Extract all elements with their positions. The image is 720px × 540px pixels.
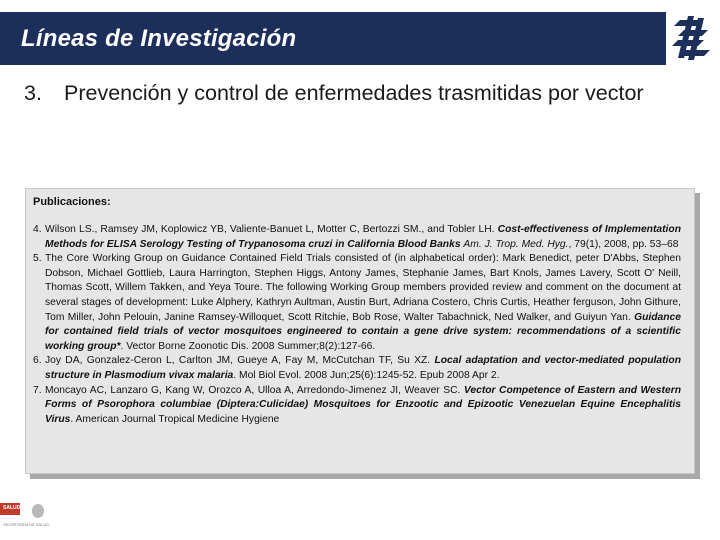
title-bar [0, 12, 666, 65]
reference-list [33, 223, 681, 427]
page-title: Líneas de Investigación [21, 25, 297, 52]
reference-title: Cost-effectiveness of Implementation Methods for ELISA Serology Testing of Trypanosoma cruzi in California Blood Banks [45, 224, 681, 250]
journal-name: Am. J. Trop. Med. Hyg. [463, 238, 569, 250]
reference-number: 6. [33, 355, 42, 367]
reference-title: Local adaptation and vector-mediated population structure in Plasmodium vivax malaria [45, 355, 681, 381]
reference-text: Moncayo AC, Lanzaro G, Kang W, Orozco A, Ulloa A, Arredondo-Jimenez JI, Weaver SC. Vector Competence of Eastern and Western Forms of Psorophora columbiae (Diptera:Culicidae) Mosquitoes for Enzootic and Epizootic Venezuelan Equine Encephalitis Virus. American Journal Tropical Medicine Hygiene [45, 384, 681, 425]
reference-number: 5. [33, 253, 42, 265]
reference-text: Joy DA, Gonzalez-Ceron L, Carlton JM, Gueye A, Fay M, McCutchan TF, Su XZ. Local adaptation and vector-mediated population structure in Plasmodium vivax malaria. Mol Biol Evol. 2008 Jun;25(6):1245-52. Epub 2008 Apr 2. [45, 355, 681, 381]
brand-label: SALUD [3, 505, 21, 511]
reference-text: Wilson LS., Ramsey JM, Koplowicz YB, Valiente-Banuet L, Motter C, Bertozzi SM., and Tobler LH. Cost-effectiveness of Implementation Methods for ELISA Serology Testing of Trypanosoma cruzi in California Blood Banks Am. J. Trop. Med. Hyg., 79(1), 2008, pp. 53–68 [45, 224, 681, 250]
reference-text: The Core Working Group on Guidance Contained Field Trials consisted of (in alphabetical order): Mark Benedict, peter D'Abbs, Stephen Dobson, Michael Gottlieb, Laura Harrington, Stephen Higgs, Antony James, Stephanie James, Bart Knols, James Lavery, Scott O' Neill, Thomas Scott, Willem Takken, and Yeya Toure. The following Working Group members provided review and comment on the document at several stages of development: Luke Alphery, Kathryn Aultman, Austin Burt, Adriana Costero, Chris Curtis, Heather ferguson, John Githure, Tom Miller, John Pelouin, Janine Ramsey-Willoquet, Scott Ritchie, Bob Rose, Walter Tabachnick, Ned Walker, and Guiyun Yan. Guidance for contained field trials of vector mosquitoes engineered to contain a gene drive system: recommendations of a scientific working group*. Vector Borne Zoonotic Dis. 2008 Summer;8(2):127-66. [45, 253, 681, 352]
publications-label: Publicaciones: [33, 196, 111, 208]
reference-item [33, 384, 681, 428]
reference-item [33, 223, 681, 252]
section-number: 3. [24, 81, 42, 105]
institute-logo-icon [672, 14, 712, 60]
reference-number: 4. [33, 224, 42, 235]
seal-icon [32, 504, 44, 518]
reference-title: Guidance for contained field trials of vector mosquitoes engineered to contain a gene drive system: recommendations of a scientific working group* [45, 311, 681, 352]
reference-item [33, 354, 681, 383]
reference-item [33, 252, 681, 354]
publications-panel [25, 188, 695, 474]
brand-subtext: SECRETARÍA DE SALUD [3, 522, 50, 527]
reference-title: Vector Competence of Eastern and Western Forms of Psorophora columbiae (Diptera:Culicidae) Mosquitoes for Enzootic and Epizootic Venezuelan Equine Encephalitis Virus [45, 384, 681, 425]
reference-number: 7. [33, 384, 42, 396]
section-title: Prevención y control de enfermedades trasmitidas por vector [64, 81, 644, 105]
